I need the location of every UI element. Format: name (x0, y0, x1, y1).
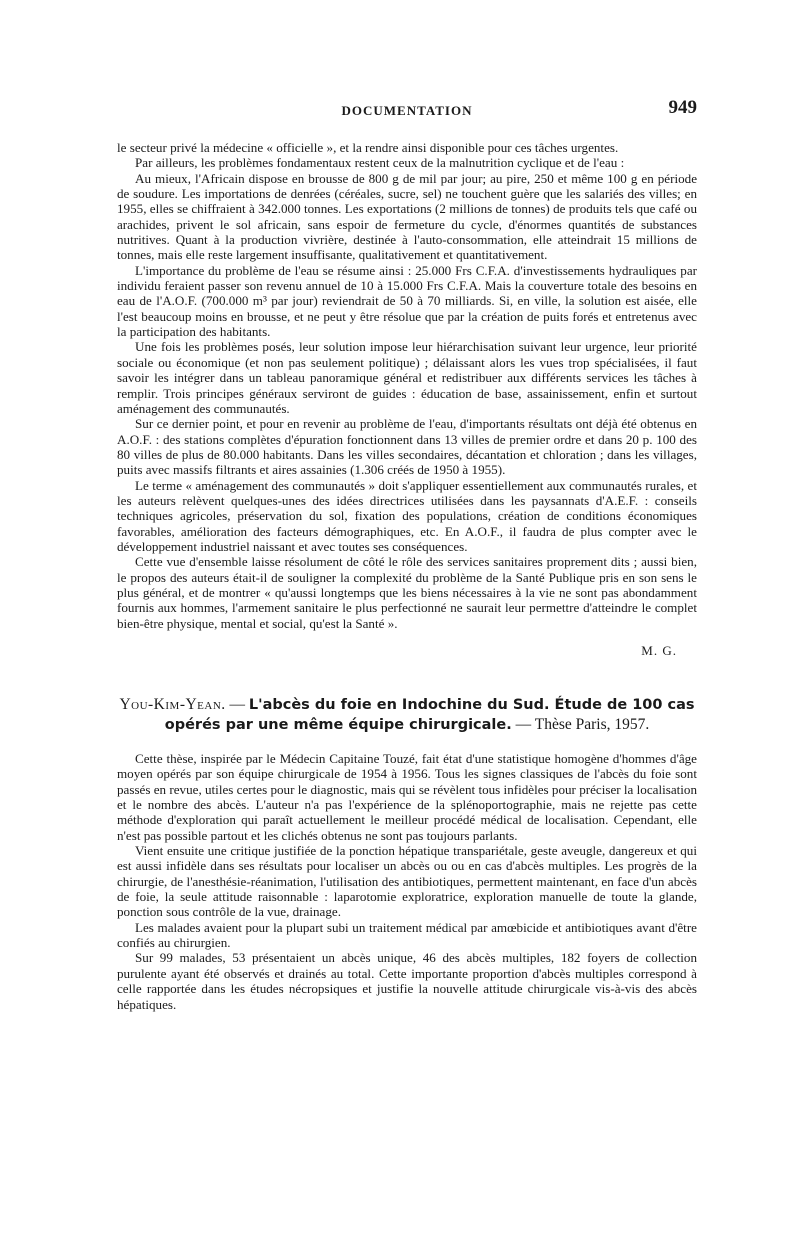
running-title: DOCUMENTATION (341, 103, 473, 118)
review-author: You-Kim-Yean. (119, 696, 226, 713)
page-header (117, 0, 697, 140)
paragraph: L'importance du problème de l'eau se résume ainsi : 25.000 Frs C.F.A. d'investissements hydrauliques par individu feraient passer son revenu annuel de 10 à 15.000 Frs C.F.A. Mais la couverture totale des besoins en eau de l'A.O.F. (700.000 m³ par jour) reviendrait de 50 à 70 milliards. Si, en ville, la solution est aisée, elle l'est beaucoup moins en brousse, et ne peut y être résolue que par la création de puits forés et entretenus avec la participation des habitants. (117, 262, 697, 340)
review-source: Thèse Paris, 1957. (534, 716, 650, 733)
paragraph: Le terme « aménagement des communautés » doit s'appliquer essentiellement aux communautés rurales, et les auteurs relèvent quelques-unes des idées directrices utilisées dans les paysannats d'A.E.F. : conseils techniques agricoles, préservation du sol, fixation des populations, création de conditions économiques favorables, amélioration des facteurs démographiques, etc. En A.O.F., il faudra de plus compter avec le développement industriel naissant et avec toutes ses conséquences. (117, 477, 697, 554)
paragraph: le secteur privé la médecine « officielle », et la rendre ainsi disponible pour ces tâches urgentes. (117, 140, 619, 155)
dash: — (511, 716, 535, 733)
paragraph: Une fois les problèmes posés, leur solution impose leur hiérarchisation suivant leur urgence, leur priorité sociale ou économique (et non pas seulement politique) ; délaissant alors les vues trop spécialisées, il faut savoir les intégrer dans un tableau panoramique général et redistribuer aux différents services les tâches à remplir. Trois principes généraux serviront de guides : éducation de base, assainissement, enfin et surtout aménagement des communautés. (117, 339, 697, 416)
review-title: L'abcès du foie en Indochine du Sud. Étude de 100 cas opérés par une même équipe chirurgicale. (164, 697, 695, 733)
signature: M. G. (641, 643, 677, 658)
paragraph: Cette thèse, inspirée par le Médecin Capitaine Touzé, fait état d'une statistique homogène d'hommes d'âge moyen opérés par son équipe chirurgicale de 1954 à 1956. Tous les signes classiques de l'abcès du foie sont passés en revue, utiles certes pour le diagnostic, mais qui se révèlent tous infidèles pour préciser la localisation et le nombre des abcès. L'auteur n'a pas l'expérience de la splénoportographie, mais ne rejette pas cette méthode d'exploration qui paraît actuellement le meilleur procédé médical de localisation. Cependant, elle n'est pas possible partout et les clichés obtenus ne sont pas toujours parlants. (117, 751, 697, 843)
article-continuation (117, 140, 697, 659)
paragraph: Sur 99 malades, 53 présentaient un abcès unique, 46 des abcès multiples, 182 foyers de collection purulente ayant été observés et drainés au total. Cette importante proportion d'abcès multiples correspond à celle rapportée dans les études nécropsiques et justifie la nouvelle attitude chirurgicale vis-à-vis des abcès hépatiques. (117, 950, 697, 1012)
review-body (117, 751, 697, 1012)
paragraph: Vient ensuite une critique justifiée de la ponction hépatique transpariétale, geste aveugle, dangereux et qui est aussi infidèle dans ses résultats pour localiser un abcès ou ou en cas d'abcès multiples. Les progrès de la chirurgie, de l'anesthésie-réanimation, l'utilisation des antibiotiques, permettent maintenant, en face d'un abcès de foie, la seule attitude raisonnable : laparotomie exploratrice, exploration manuelle de toute la glande, ponction sous contrôle de la vue, drainage. (117, 843, 697, 920)
paragraph: Par ailleurs, les problèmes fondamentaux restent ceux de la malnutrition cyclique et de l'eau : (135, 155, 625, 171)
dash: — (225, 696, 249, 713)
paragraph: Les malades avaient pour la plupart subi un traitement médical par amœbicide et antibiotiques avant d'être confiés au chirurgien. (117, 919, 697, 951)
paragraph: Cette vue d'ensemble laisse résolument de côté le rôle des services sanitaires proprement dits ; aussi bien, le propos des auteurs était-il de souligner la complexité du problème de la Santé Publique pris en son sens le plus général, et de montrer « qu'aussi longtemps que les biens nécessaires à la vie ne sont pas abondamment fournis aux hommes, l'armement sanitaire le plus perfectionné ne saurait leur permettre d'atteindre le complet bien-être physique, mental et social, qu'est la Santé ». (117, 554, 697, 631)
review-heading (117, 695, 697, 735)
paragraph: Au mieux, l'Africain dispose en brousse de 800 g de mil par jour; au pire, 250 et même 100 g en période de soudure. Les importations de denrées (céréales, sucre, sel) ne touchent guère que les salariés des villes; en 1955, elles se chiffraient à 342.000 tonnes. Les exportations (2 millions de tonnes) de produits tels que café ou arachides, privent le sol africain, sans espoir de fermeture du cycle, d'énormes quantités de substances nutritives. Quant à la production vivrière, destinée à l'auto-consommation, elle atteindrait 15 millions de tonnes, mais elle reste largement insuffisante, qualitativement et quantitativement. (117, 170, 697, 263)
paragraph: Sur ce dernier point, et pour en revenir au problème de l'eau, d'importants résultats ont déjà été obtenus en A.O.F. : des stations complètes d'épuration fonctionnent dans 13 villes de premier ordre et dans 20 p. 100 des 80 villes de plus de 80.000 habitants. Dans les villes secondaires, décantation et chloration ; dans les villages, puits avec massifs filtrants et aires assainies (1.306 créés de 1950 à 1955). (117, 416, 697, 478)
page-number: 949 (668, 97, 697, 118)
